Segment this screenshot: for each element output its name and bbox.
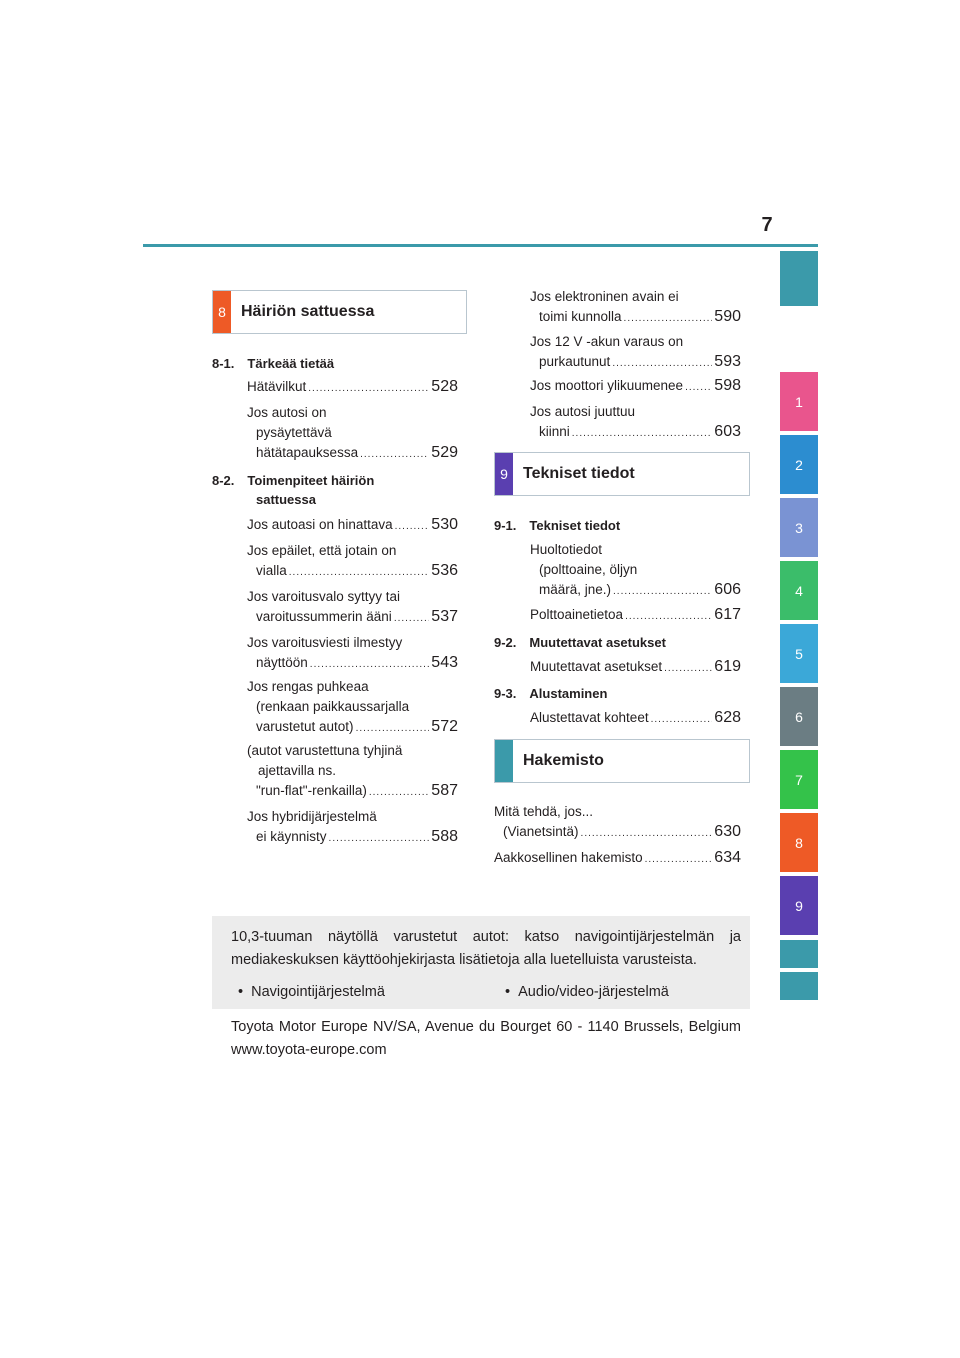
page-ref: 593: [714, 353, 741, 370]
page-ref: 528: [431, 378, 458, 395]
bullet-icon: •: [505, 984, 519, 1000]
chapter-tab-contents[interactable]: [780, 251, 818, 306]
page-ref: 630: [714, 823, 741, 840]
page-ref: 587: [431, 782, 458, 799]
chapter-tab-2[interactable]: 2: [780, 435, 818, 494]
toc-entry[interactable]: Jos autosi juuttuu kiinni ..... 603: [530, 402, 741, 444]
chapter-tab-5[interactable]: 5: [780, 624, 818, 683]
toc-entry[interactable]: Mitä tehdä, jos... (Vianetsintä) ..... 630: [494, 802, 741, 844]
toc-entry[interactable]: Aakkosellinen hakemisto ..... 634: [494, 848, 741, 870]
toc-entry[interactable]: Jos autosi on pysäytettävä hätätapauksessa ..... 529: [247, 403, 458, 465]
toc-entry[interactable]: Jos varoitusviesti ilmestyy näyttöön ..... 543: [247, 633, 458, 675]
page-ref: 590: [714, 308, 741, 325]
section-number-badge: 8: [213, 291, 231, 333]
toc-entry[interactable]: (autot varustettuna tyhjinä ajettavilla ns. "run-flat"-renkailla) ..... 587: [247, 741, 458, 803]
toc-entry[interactable]: Jos rengas puhkeaa (renkaan paikkaussarjalla varustetut autot) ..... 572: [247, 677, 458, 739]
page-ref: 537: [431, 608, 458, 625]
chapter-tab-3[interactable]: 3: [780, 498, 818, 557]
chapter-tab-1[interactable]: 1: [780, 372, 818, 431]
toc-entry[interactable]: Jos elektroninen avain ei toimi kunnolla ..... 590: [530, 287, 741, 329]
toc-entry[interactable]: Muutettavat asetukset ..... 619: [530, 657, 741, 679]
toc-entry[interactable]: Polttoainetietoa ..... 617: [530, 605, 741, 627]
toc-entry[interactable]: Jos moottori ylikuumenee ..... 598: [530, 376, 741, 398]
chapter-tab-8[interactable]: 8: [780, 813, 818, 872]
page-ref: 536: [431, 562, 458, 579]
subsection-heading: 9-1. Tekniset tiedot: [494, 518, 621, 533]
subsection-heading: 8-2. Toimenpiteet häiriön: [212, 473, 375, 488]
section-title: Hakemisto: [523, 752, 604, 769]
chapter-tab-4[interactable]: 4: [780, 561, 818, 620]
section-9-header[interactable]: [494, 452, 750, 496]
toc-entry[interactable]: Huoltotiedot (polttoaine, öljyn määrä, jne.) ..... 606: [530, 540, 741, 602]
chapter-tab-index[interactable]: [780, 940, 818, 968]
section-title: Häiriön sattuessa: [241, 303, 375, 320]
toc-entry[interactable]: Alustettavat kohteet ..... 628: [530, 708, 741, 730]
page-ref: 598: [714, 377, 741, 394]
subsection-heading: 8-1. Tärkeää tietää: [212, 356, 335, 371]
page-ref: 543: [431, 654, 458, 671]
page-ref: 530: [431, 516, 458, 533]
toc-entry[interactable]: Jos 12 V -akun varaus on purkautunut ..... 593: [530, 332, 741, 374]
page-ref: 603: [714, 423, 741, 440]
section-number-badge: 9: [495, 453, 513, 495]
chapter-tab-9[interactable]: 9: [780, 876, 818, 935]
page-ref: 628: [714, 709, 741, 726]
page-number: 7: [761, 214, 773, 236]
toc-entry[interactable]: Hätävilkut ..... 528: [247, 377, 458, 399]
subsection-heading-cont: sattuessa: [256, 492, 316, 507]
index-header[interactable]: [494, 739, 750, 783]
chapter-tab-7[interactable]: 7: [780, 750, 818, 809]
toc-entry[interactable]: Jos epäilet, että jotain on vialla ..... 536: [247, 541, 458, 583]
toc-entry[interactable]: Jos varoitusvalo syttyy tai varoitussummerin ääni ..... 537: [247, 587, 458, 629]
note-text: 10,3-tuuman näytöllä varustetut autot: katso navigointijärjestelmän ja mediakeskuksen käyttöohjekirjasta lisätietoja alla luetelluista varusteista.: [231, 929, 741, 968]
subsection-heading: 9-2. Muutettavat asetukset: [494, 635, 666, 650]
chapter-tab-extra[interactable]: [780, 972, 818, 1000]
page-ref: 588: [431, 828, 458, 845]
toc-entry[interactable]: Jos hybridijärjestelmä ei käynnisty ..... 588: [247, 807, 458, 849]
toc-entry[interactable]: Jos autoasi on hinattava ..... 530: [247, 515, 458, 537]
page-ref: 617: [714, 606, 741, 623]
header-rule: [143, 244, 818, 247]
page-ref: 619: [714, 658, 741, 675]
page-ref: 606: [714, 581, 741, 598]
section-title: Tekniset tiedot: [523, 465, 635, 482]
publisher-info: Toyota Motor Europe NV/SA, Avenue du Bourget 60 - 1140 Brussels, Belgium www.toyota-europe.com: [231, 1019, 741, 1058]
section-8-header[interactable]: [212, 290, 467, 334]
section-color-badge: [495, 740, 513, 782]
bullet-item: • Audio/video-järjestelmä: [505, 984, 669, 1000]
page-ref: 529: [431, 444, 458, 461]
page-ref: 572: [431, 718, 458, 735]
chapter-tab-6[interactable]: 6: [780, 687, 818, 746]
bullet-icon: •: [238, 984, 252, 1000]
subsection-heading: 9-3. Alustaminen: [494, 686, 608, 701]
page-ref: 634: [714, 849, 741, 866]
bullet-item: • Navigointijärjestelmä: [238, 984, 385, 1000]
